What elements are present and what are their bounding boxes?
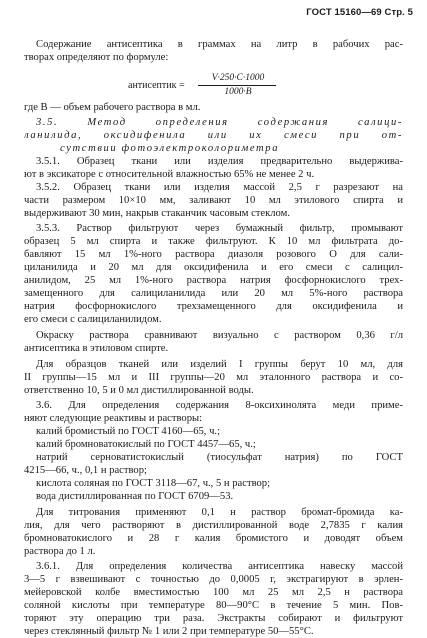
text-line: 3.5.2. Образец ткани или изделия массой 2,5 г разрезают на: [36, 182, 403, 193]
text-line: Для титрования применяют 0,1 н раствор бромат-бромида ка-: [36, 507, 403, 518]
text-line: антисептика в этиловом спирте.: [24, 343, 169, 354]
text-line: няют следующие реактивы и растворы:: [24, 413, 203, 424]
text-line: 3.6. Для определения содержания 8-оксихинолята меди приме-: [36, 400, 403, 411]
text-line: ответственно 10, 5 и 0 мл дистиллированной воды.: [24, 385, 254, 396]
section-heading-line: 3.5. Метод определения содержания салици-: [36, 117, 403, 128]
reagent-line: 4215—66, ч., 0,1 н раствор;: [24, 465, 147, 476]
text-line: бромноватокислого и 28 г калия бромистого и доводят объем: [24, 533, 403, 544]
text-line: мейеровской колбе вместимостью 100 мл 25 мл 2,5 н раствора: [24, 587, 403, 598]
text-line: II группы—15 мл и III группы—20 мл эталонного раствора и со-: [24, 372, 403, 383]
text-line: образец 5 мл спирта и также фильтруют. К 10 мл фильтрата до-: [24, 236, 403, 247]
text-line: раствора до 1 л.: [24, 546, 96, 557]
formula-lhs: антисептик =: [128, 80, 185, 91]
text-line: соляной кислоты при температуре 80—90°С в течение 5 мин. Пов-: [24, 600, 403, 611]
text-line: бавляют 15 мл 1%-ного раствора диазоля розового О для сали-: [24, 249, 403, 260]
text-line: лия, для чего растворяют в дистиллированной воде 2,7835 г калия: [24, 520, 403, 531]
text-line: анилидом, 25 мл 1%-ного раствора натрия фосфорнокислого трех-: [24, 275, 403, 286]
text-line: ют в эксикаторе с относительной влажностью 65% не менее 2 ч.: [24, 169, 315, 180]
reagent-line: калий бромистый по ГОСТ 4160—65, ч.;: [36, 426, 221, 437]
reagent-line: натрий серноватистокислый (тиосульфат натрия) по ГОСТ: [36, 452, 403, 463]
formula-denominator: 1000·B: [224, 87, 252, 97]
text-line: торяют эту операцию три раза. Экстракты собирают и фильтруют: [24, 613, 403, 624]
text-line: выдерживают 30 мин, накрыв стаканчик часовым стеклом.: [24, 208, 291, 219]
page-header: ГОСТ 15160—69 Стр. 5: [306, 7, 413, 18]
text-line: творах определяют по формуле:: [24, 52, 169, 63]
text-line: 3—5 г взвешивают с точностью до 0,0005 г, экстрагируют в эрлен-: [24, 574, 403, 585]
reagent-line: вода дистиллированная по ГОСТ 6709—53.: [36, 491, 234, 502]
text-line: части размером 10×10 мм, заливают 10 мл этилового спирта и: [24, 195, 403, 206]
text-line: Для образцов тканей или изделий I группы берут 10 мл, для: [36, 359, 403, 370]
text-line: через стеклянный фильтр № 1 или 2 при температуре 50—55°С.: [24, 626, 314, 637]
reagent-line: калий бромноватокислый по ГОСТ 4457—65, ч.;: [36, 439, 256, 450]
section-heading-line: ланилида, оксидифенила или их смеси при от-: [24, 130, 403, 141]
fraction-bar: [198, 85, 276, 86]
text-line: циланилида и 20 мл для оксидифенила и его смеси с салицил-: [24, 262, 403, 273]
text-line: замещенного для салициланилида или 20 мл 5%-ного раствора: [24, 288, 403, 299]
section-heading-line: сутствии фотоэлектроколориметра: [60, 143, 280, 154]
text-line: его смеси с салициланилидом.: [24, 314, 162, 325]
text-line: 3.5.3. Раствор фильтруют через бумажный фильтр, промывают: [36, 223, 403, 234]
text-line: Содержание антисептика в граммах на литр в рабочих рас-: [36, 39, 403, 50]
formula-numerator: V·250·C·1000: [211, 73, 265, 83]
text-line: где B — объем рабочего раствора в мл.: [24, 102, 201, 113]
text-line: Окраску раствора сравнивают визуально с раствором 0,36 г/л: [36, 330, 403, 341]
text-line: натрия фосфорнокислого трехзамещенного для оксидифенила и: [24, 301, 403, 312]
text-line: 3.6.1. Для определения количества антисептика навеску массой: [36, 561, 403, 572]
text-line: 3.5.1. Образец ткани или изделия предварительно выдержива-: [36, 156, 403, 167]
antiseptic-formula: [128, 73, 278, 101]
reagent-line: кислота соляная по ГОСТ 3118—67, ч., 5 н раствор;: [36, 478, 271, 489]
